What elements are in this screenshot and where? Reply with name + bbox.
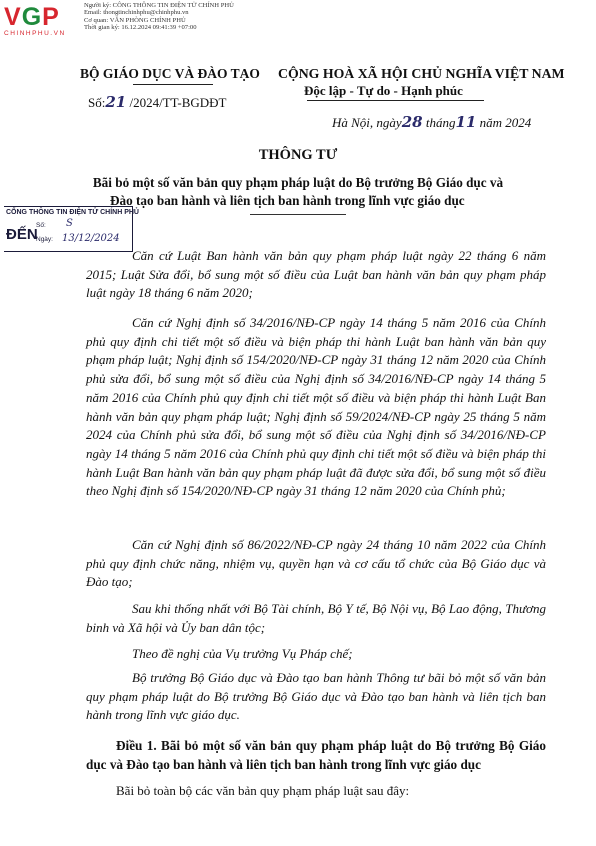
document-subtitle-line2: Đào tạo ban hành và liên tịch ban hành trong lĩnh vực giáo dục	[110, 193, 465, 208]
document-subtitle-line1: Bãi bỏ một số văn bản quy phạm pháp luật do Bộ trưởng Bộ Giáo dục và	[92, 175, 504, 190]
digital-signature-block	[84, 2, 234, 32]
motto-underline	[307, 100, 484, 101]
month-handwritten: 11	[455, 113, 477, 131]
preamble-paragraph-6: Bộ trưởng Bộ Giáo dục và Đào tạo ban hành Thông tư bãi bỏ một số văn bản quy phạm pháp luật do Bộ trưởng Bộ Giáo dục và Đào tạo ban hành và liên tịch ban hành trong lĩnh vực giáo dục.	[86, 670, 546, 723]
article-1-body: Bãi bỏ toàn bộ các văn bản quy phạm pháp luật sau đây:	[116, 783, 410, 798]
year-text: năm 2024	[479, 115, 532, 130]
document-number	[88, 93, 227, 111]
subtitle-underline	[250, 214, 346, 215]
vgp-logo	[4, 4, 84, 38]
preamble-paragraph-2: Căn cứ Nghị định số 34/2016/NĐ-CP ngày 14 tháng 5 năm 2016 của Chính phủ quy định chi tiết một số điều và biện pháp thi hành Luật ban hành văn bản quy phạm pháp luật; Nghị định số 154/2020/NĐ-CP ngày 31 tháng 12 năm 2020 của Chính phủ sửa đổi, bổ sung một số điều của Nghị định số 34/2016/NĐ-CP ngày 14 tháng 5 năm 2016 của Chính phủ quy định chi tiết một số điều và biện pháp thi hành Luật Ban hành văn bản quy phạm pháp luật; Nghị định số 59/2024/NĐ-CP ngày 25 tháng 5 năm 2024 của Chính phủ sửa đổi, bổ sung một số điều của Nghị định số 34/2016/NĐ-CP ngày 14 tháng 5 năm 2016 của Chính phủ quy định chi tiết một số điều và biện pháp thi hành Luật Ban hành văn bản quy phạm pháp luật đã được sửa đổi, bổ sung một số điều theo Nghị định số 154/2020/NĐ-CP ngày 31 tháng 12 năm 2020 của Chính phủ;	[86, 315, 546, 499]
stamp-org: CỔNG THÔNG TIN ĐIỆN TỬ CHÍNH PHỦ	[6, 209, 139, 216]
stamp-so-label: Số:	[36, 222, 46, 229]
vgp-logo-subtitle: CHINHPHU.VN	[4, 30, 66, 37]
place-date	[332, 113, 531, 131]
doc-number-handwritten: 21	[105, 93, 127, 111]
preamble-paragraph-5: Theo đề nghị của Vụ trưởng Vụ Pháp chế;	[132, 646, 353, 661]
ministry-underline	[133, 84, 213, 85]
stamp-ngay-value: 13/12/2024	[62, 233, 120, 244]
stamp-den: ĐẾN	[6, 226, 38, 243]
article-1-heading: Điều 1. Bãi bỏ một số văn bản quy phạm pháp luật do Bộ trưởng Bộ Giáo dục và Đào tạo ban hành và liên tịch ban hành trong lĩnh vực giáo dục	[86, 738, 546, 772]
republic-name: CỘNG HOÀ XÃ HỘI CHỦ NGHĨA VIỆT NAM	[278, 66, 565, 81]
month-word: tháng	[425, 115, 456, 130]
stamp-ngay-label: Ngày:	[36, 236, 53, 243]
signature-email: Email: thongtinchinhphu@chinhphu.vn	[84, 9, 189, 17]
place-prefix: Hà Nội, ngày	[332, 115, 402, 130]
signature-agency: Cơ quan: VĂN PHÒNG CHÍNH PHỦ	[84, 16, 186, 24]
national-motto: Độc lập - Tự do - Hạnh phúc	[304, 83, 463, 98]
received-stamp	[4, 206, 139, 252]
stamp-so-value: S	[66, 218, 73, 229]
signature-signer: Người ký: CÔNG THÔNG TIN ĐIỆN TỬ CHÍNH PHỦ	[84, 2, 234, 9]
doc-number-prefix: Số:	[88, 95, 106, 110]
day-handwritten: 28	[401, 113, 423, 131]
preamble-paragraph-3: Căn cứ Nghị định số 86/2022/NĐ-CP ngày 24 tháng 10 năm 2022 của Chính phủ quy định chức năng, nhiệm vụ, quyền hạn và cơ cấu tổ chức của Bộ Giáo dục và Đào tạo;	[86, 537, 546, 590]
signature-time: Thời gian ký: 16.12.2024 09:41:39 +07:00	[84, 24, 197, 32]
doc-number-suffix: /2024/TT-BGDĐT	[129, 95, 227, 110]
ministry-name: BỘ GIÁO DỤC VÀ ĐÀO TẠO	[80, 66, 260, 81]
document-title: THÔNG TƯ	[258, 147, 338, 163]
preamble-paragraph-4: Sau khi thống nhất với Bộ Tài chính, Bộ Y tế, Bộ Nội vụ, Bộ Lao động, Thương binh và Xã hội và Ủy ban dân tộc;	[86, 601, 546, 635]
vgp-logo-letters: VGP	[4, 3, 60, 31]
preamble-paragraph-1: Căn cứ Luật Ban hành văn bản quy phạm pháp luật ngày 22 tháng 6 năm 2015; Luật Sửa đổi, bổ sung một số điều của Luật ban hành văn bản quy phạm pháp luật ngày 18 tháng 6 năm 2020;	[86, 248, 546, 301]
